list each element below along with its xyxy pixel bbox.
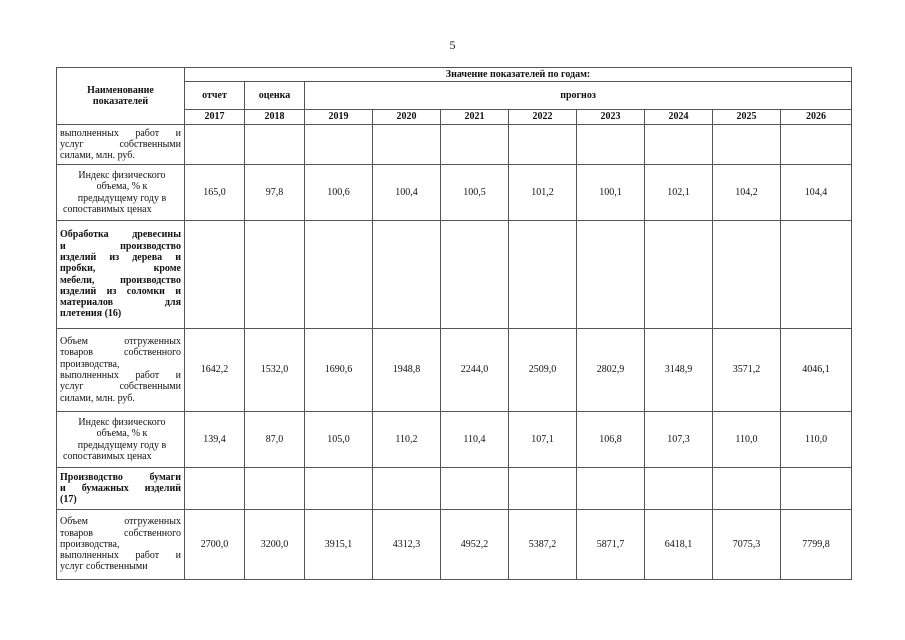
value-cell: 3571,2: [713, 329, 781, 412]
row-label-line: мебели, производство: [60, 274, 181, 286]
value-cell: 165,0: [185, 165, 245, 221]
row-volume-label: [57, 510, 185, 580]
value-cell: 5387,2: [509, 510, 577, 580]
value-cell: [373, 468, 441, 510]
value-cell: [185, 221, 245, 329]
value-cell: 104,2: [713, 165, 781, 221]
table-row: [57, 412, 852, 468]
value-cell: 1948,8: [373, 329, 441, 412]
row-label-line: материалов для: [60, 297, 181, 309]
row-label-line: производства,: [60, 538, 120, 550]
table-row: [57, 221, 852, 329]
value-cell: [713, 125, 781, 165]
value-cell: [645, 468, 713, 510]
indicators-table: [56, 67, 852, 580]
value-cell: [185, 468, 245, 510]
value-cell: 110,2: [373, 412, 441, 468]
value-cell: [509, 468, 577, 510]
estimate-header: оценка: [245, 82, 305, 110]
year-header: 2021: [441, 110, 509, 125]
value-cell: [577, 221, 645, 329]
value-cell: 107,3: [645, 412, 713, 468]
value-cell: 104,4: [781, 165, 852, 221]
value-cell: [245, 125, 305, 165]
row-label-line: предыдущему году в: [77, 439, 167, 451]
value-cell: [305, 221, 373, 329]
value-cell: [645, 221, 713, 329]
value-cell: 107,1: [509, 412, 577, 468]
value-cell: [441, 468, 509, 510]
row-label-line: выполненных работ и: [60, 127, 181, 139]
table-row: [57, 468, 852, 510]
value-cell: 4046,1: [781, 329, 852, 412]
value-cell: [245, 221, 305, 329]
value-cell: 110,4: [441, 412, 509, 468]
value-cell: 87,0: [245, 412, 305, 468]
value-cell: 102,1: [645, 165, 713, 221]
row-label-line: выполненных работ и: [60, 370, 181, 381]
value-cell: 2509,0: [509, 329, 577, 412]
row-label-line: и производство: [60, 240, 181, 252]
row-label-line: объема, % к: [96, 428, 148, 440]
value-cell: 110,0: [781, 412, 852, 468]
row-label-line: пробки, кроме: [60, 263, 181, 275]
value-cell: 105,0: [305, 412, 373, 468]
value-cell: 1642,2: [185, 329, 245, 412]
value-cell: [441, 125, 509, 165]
value-cell: 5871,7: [577, 510, 645, 580]
report-header: отчет: [185, 82, 245, 110]
row-label-line: сопоставимых ценах: [63, 450, 152, 462]
value-cell: [781, 468, 852, 510]
row-label-line: услуг собственными: [60, 381, 181, 393]
row-label-line: объема, % к: [96, 181, 148, 193]
value-cell: 101,2: [509, 165, 577, 221]
value-cell: [441, 221, 509, 329]
row-index-label: [57, 412, 185, 468]
value-cell: [781, 221, 852, 329]
table-row: [57, 125, 852, 165]
year-header: 2026: [781, 110, 852, 125]
value-cell: 4312,3: [373, 510, 441, 580]
value-cell: [509, 125, 577, 165]
table-row: [57, 510, 852, 580]
value-cell: 7799,8: [781, 510, 852, 580]
value-cell: 1532,0: [245, 329, 305, 412]
page-number: 5: [449, 38, 456, 52]
value-cell: 100,4: [373, 165, 441, 221]
forecast-header: прогноз: [305, 82, 852, 110]
value-cell: 100,1: [577, 165, 645, 221]
value-cell: 110,0: [713, 412, 781, 468]
value-cell: [185, 125, 245, 165]
value-cell: 106,8: [577, 412, 645, 468]
row-label-line: выполненных работ и: [60, 550, 181, 562]
value-cell: 6418,1: [645, 510, 713, 580]
row-label-line: сопоставимых ценах: [63, 203, 152, 215]
value-cell: 2802,9: [577, 329, 645, 412]
name-column-header: Наименование показателей: [57, 68, 185, 125]
value-cell: 100,5: [441, 165, 509, 221]
value-cell: [305, 125, 373, 165]
row-label-line: и бумажных изделий: [60, 482, 181, 494]
row-continued-label: [57, 125, 185, 165]
year-header: 2017: [185, 110, 245, 125]
row-label-line: (17): [60, 494, 77, 506]
year-header: 2019: [305, 110, 373, 125]
row-label-line: товаров собственного: [60, 527, 181, 539]
value-cell: 3148,9: [645, 329, 713, 412]
value-cell: [713, 221, 781, 329]
row-index-label: [57, 165, 185, 221]
year-header: 2022: [509, 110, 577, 125]
year-header: 2025: [713, 110, 781, 125]
value-cell: [373, 125, 441, 165]
year-header: 2018: [245, 110, 305, 125]
value-cell: 3915,1: [305, 510, 373, 580]
value-cell: 4952,2: [441, 510, 509, 580]
value-cell: 2700,0: [185, 510, 245, 580]
value-cell: [373, 221, 441, 329]
value-cell: [713, 468, 781, 510]
year-header: 2023: [577, 110, 645, 125]
value-cell: [245, 468, 305, 510]
value-cell: 97,8: [245, 165, 305, 221]
row-label-line: плетения (16): [60, 308, 122, 320]
value-cell: [577, 468, 645, 510]
row-volume-label: [57, 329, 185, 412]
row-label-line: силами, млн. руб.: [60, 392, 135, 404]
value-cell: 1690,6: [305, 329, 373, 412]
row-section-label: [57, 468, 185, 510]
value-cell: 139,4: [185, 412, 245, 468]
row-label-line: услуг собственными: [60, 561, 148, 573]
row-label-line: изделий из соломки и: [60, 285, 181, 297]
value-cell: 7075,3: [713, 510, 781, 580]
values-by-year-header: Значение показателей по годам:: [185, 68, 852, 82]
row-label-line: силами, млн. руб.: [60, 150, 135, 162]
row-label-line: Индекс физического: [78, 416, 166, 428]
row-label-line: предыдущему году в: [77, 192, 167, 204]
year-header: 2024: [645, 110, 713, 125]
value-cell: [305, 468, 373, 510]
row-label-line: Объем отгруженных: [60, 336, 181, 348]
table-row: [57, 329, 852, 412]
row-label-line: Объем отгруженных: [60, 516, 181, 528]
row-label-line: Обработка древесины: [60, 229, 181, 241]
row-label-line: Индекс физического: [78, 169, 166, 181]
value-cell: [781, 125, 852, 165]
row-label-line: товаров собственного: [60, 347, 181, 359]
year-header: 2020: [373, 110, 441, 125]
value-cell: [509, 221, 577, 329]
value-cell: 100,6: [305, 165, 373, 221]
row-section-label: [57, 221, 185, 329]
value-cell: 2244,0: [441, 329, 509, 412]
row-label-line: изделий из дерева и: [60, 251, 181, 263]
value-cell: [577, 125, 645, 165]
value-cell: 3200,0: [245, 510, 305, 580]
row-label-line: услуг собственными: [60, 138, 181, 150]
value-cell: [645, 125, 713, 165]
row-label-line: производства,: [60, 358, 120, 370]
row-label-line: Производство бумаги: [60, 471, 181, 483]
table-row: [57, 165, 852, 221]
